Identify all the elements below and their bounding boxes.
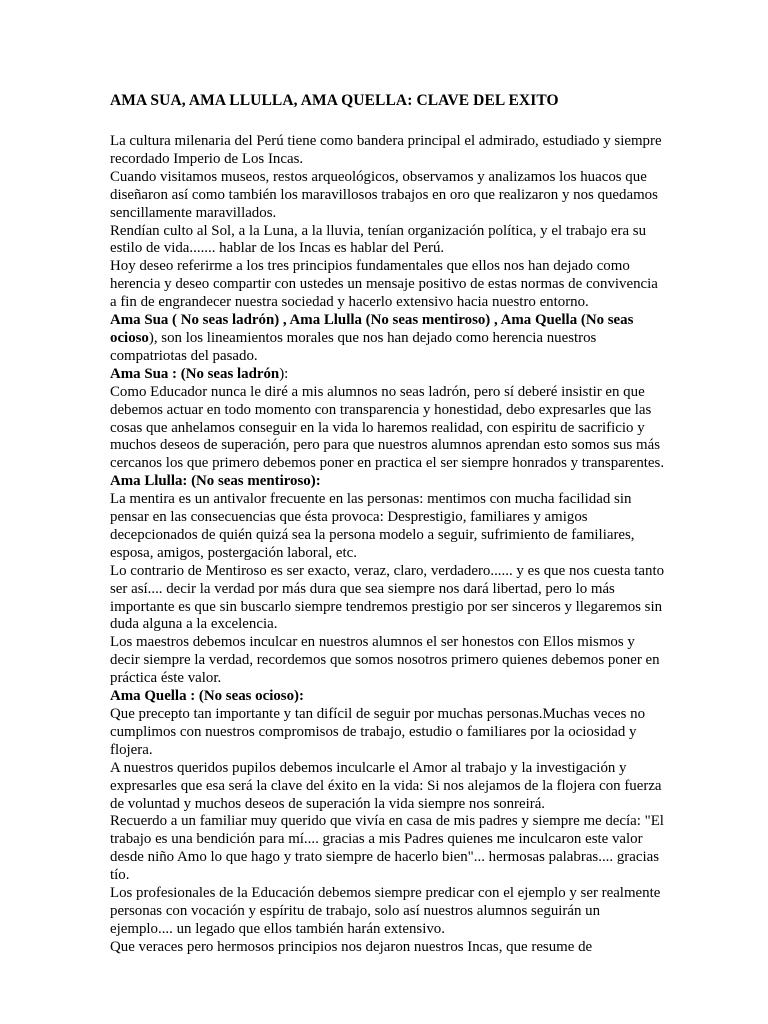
paragraph: Como Educador nunca le diré a mis alumnos no seas ladrón, pero sí deberé insistir en que debemos actuar en todo momento con transparencia y honestidad, debo expresarles que las cosas que anhelamos conseguir en la vida lo haremos realidad, con espiritu de sacrificio y muchos deseos de superación, pero para que nuestros alumnos aprendan esto somos sus más cercanos los que primero debemos poner en practica el ser siempre honrados y transparentes. bbox=[110, 383, 665, 472]
paragraph: Recuerdo a un familiar muy querido que vivía en casa de mis padres y siempre me decía: "El trabajo es una bendición para mí.... gracias a mis Padres quienes me inculcaron este valor desde niño Amo lo que hago y trato siempre de hacerlo bien"... hermosas palabras.... gracias tío. bbox=[110, 813, 664, 884]
paragraph: Que precepto tan importante y tan difícil de seguir por muchas personas.Muchas veces no cumplimos con nuestros compromisos de trabajo, estudio o familiares por la ociosidad y flojera. bbox=[110, 706, 646, 758]
section-heading-ama-sua bbox=[110, 366, 666, 384]
principles-bold: Ama Sua ( No seas ladrón) , Ama Llulla (No seas mentiroso) , Ama Quella (No seas ocioso bbox=[110, 312, 634, 346]
paragraph: La cultura milenaria del Perú tiene como bandera principal el admirado, estudiado y siempre recordado Imperio de Los Incas. bbox=[110, 133, 662, 167]
paragraph: Hoy deseo referirme a los tres principios fundamentales que ellos nos han dejado como herencia y deseo compartir con ustedes un mensaje positivo de estas normas de convivencia a fin de engrandecer nuestra sociedad y hacerlo extensivo hacia nuestro entorno. bbox=[110, 258, 658, 311]
principles-paragraph bbox=[110, 312, 666, 366]
paragraph: A nuestros queridos pupilos debemos inculcarle el Amor al trabajo y la investigación y expresarles que esa será la clave del éxito en la vida: Si nos alejamos de la flojera con fuerza de voluntad y muchos deseos de superación la vida siempre nos sonreirá. bbox=[110, 759, 662, 812]
section-heading-ama-quella bbox=[110, 688, 666, 706]
principles-text: ), son los lineamientos morales que nos han dejado como herencia nuestros compatriotas del pasado. bbox=[110, 329, 597, 364]
section-heading-ama-llulla bbox=[110, 473, 666, 491]
paragraph: Lo contrario de Mentiroso es ser exacto, veraz, claro, verdadero...... y es que nos cuesta tanto ser así.... decir la verdad por más dura que sea siempre nos dará libertad, pero lo más importante es que sin buscarlo siempre tendremos prestigio por ser sinceros y llegaremos sin duda alguna a la excelencia. bbox=[110, 562, 665, 633]
paragraph: La mentira es un antivalor frecuente en las personas: mentimos con mucha facilidad sin pensar en las consecuencias que ésta provoca: Desprestigio, familiares y amigos decepcionados de quién quizá sea la persona modelo a seguir, sufrimiento de familiares, esposa, amigos, postergación laboral, etc. bbox=[110, 491, 635, 561]
document-title: AMA SUA, AMA LLULLA, AMA QUELLA: CLAVE DEL EXITO bbox=[110, 92, 559, 109]
heading-bold: Ama Quella : (No seas ocioso): bbox=[110, 688, 304, 705]
paragraph: Los maestros debemos inculcar en nuestros alumnos el ser honestos con Ellos mismos y decir siempre la verdad, recordemos que somos nosotros primero quienes debemos poner en práctica éste valor. bbox=[110, 634, 660, 687]
heading-bold: Ama Llulla: (No seas mentiroso): bbox=[110, 473, 321, 490]
paragraph: Cuando visitamos museos, restos arqueológicos, observamos y analizamos los huacos que diseñaron así como también los maravillosos trabajos en oro que realizaron y nos quedamos sencillamente maravillados. bbox=[110, 168, 658, 221]
document-body bbox=[110, 133, 666, 957]
paragraph: Que veraces pero hermosos principios nos dejaron nuestros Incas, que resume de bbox=[110, 938, 593, 955]
heading-bold: Ama Sua : (No seas ladrón bbox=[110, 365, 280, 382]
paragraph: Rendían culto al Sol, a la Luna, a la lluvia, tenían organización política, y el trabajo era su estilo de vida....... hablar de los Incas es hablar del Perú. bbox=[110, 222, 647, 257]
heading-suffix: ): bbox=[279, 365, 289, 382]
paragraph: Los profesionales de la Educación debemos siempre predicar con el ejemplo y ser realmente personas con vocación y espíritu de trabajo, solo así nuestros alumnos seguirán un ejemplo.... un legado que ellos también harán extensivo. bbox=[110, 885, 661, 937]
